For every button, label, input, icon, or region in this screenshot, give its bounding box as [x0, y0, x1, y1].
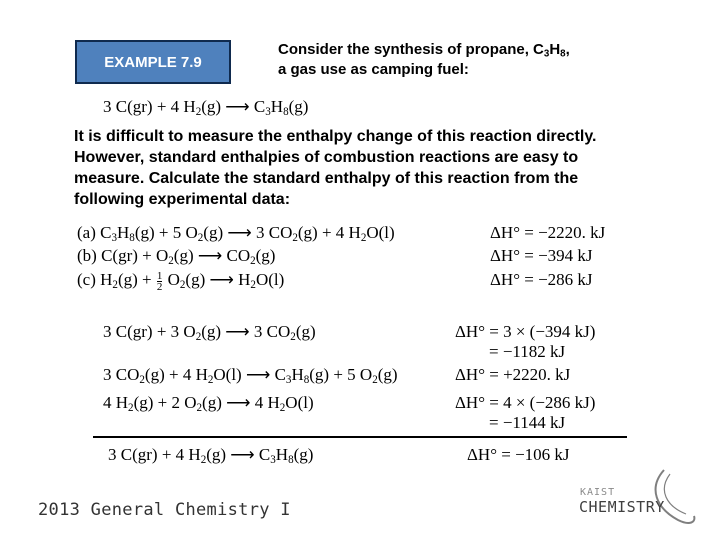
- reaction-c-equation: $H_2(g)$ + $\frac{1}{2}$ $O_2(g)$ ⟶ $H_2O(l)$: [100, 269, 285, 293]
- sum-equation: 3 C(gr) + 4 $H_2(g)$ ⟶ $C_3H_8(g)$: [108, 445, 314, 466]
- logo-kaist-text: KAIST: [580, 487, 616, 498]
- sum-enthalpy: ΔH° = −106 kJ: [467, 445, 570, 464]
- example-label: EXAMPLE 7.9: [104, 53, 202, 71]
- reaction-b-enthalpy: ΔH° = −394 kJ: [490, 246, 593, 265]
- sum-divider: [93, 436, 627, 438]
- body-line-4: following experimental data:: [74, 191, 291, 208]
- reaction-a-label: (a): [77, 223, 96, 242]
- reaction-b-label: (b): [77, 246, 97, 265]
- body-paragraph: [74, 126, 596, 210]
- solution-step-2-enthalpy: ΔH° = +2220. kJ: [455, 365, 571, 384]
- example-label-box: [75, 40, 231, 84]
- body-line-1: It is difficult to measure the enthalpy change of this reaction directly.: [74, 128, 597, 145]
- solution-step-2-equation: 3 $CO_2(g) + 4$ $H_2O(l)$ ⟶ $C_3H_8(g) + 5$ $O_2(g)$: [103, 365, 398, 386]
- reaction-a: [77, 223, 395, 243]
- logo-chemistry-text: CHEMISTRY: [579, 498, 665, 516]
- solution-step-1-equation: 3 C(gr) + 3 $O_2(g)$ ⟶ 3 $CO_2(g)$: [103, 322, 316, 343]
- body-line-3: measure. Calculate the standard enthalpy of this reaction from the: [74, 170, 579, 187]
- footer-course-title: 2013 General Chemistry I: [38, 500, 291, 520]
- reaction-c: [77, 270, 284, 292]
- reaction-a-equation: $C_3H_8(g) + 5$ $O_2(g)$ ⟶ 3 $CO_2(g) + 4$ $H_2O(l)$: [100, 223, 395, 244]
- reaction-c-label: (c): [77, 270, 96, 289]
- solution-step-1-enthalpy: ΔH° = 3 × (−394 kJ): [455, 322, 596, 341]
- reaction-b: [77, 246, 275, 266]
- body-line-2: However, standard enthalpies of combustion reactions are easy to: [74, 149, 579, 166]
- intro-line-2: a gas use as camping fuel:: [278, 61, 469, 78]
- solution-step-1-result: = −1182 kJ: [489, 342, 566, 361]
- intro-line-1: Consider the synthesis of propane, $C_3H_8$,: [278, 41, 570, 60]
- solution-step-3-enthalpy: ΔH° = 4 × (−286 kJ): [455, 393, 596, 412]
- reaction-b-equation: $C(gr) + O_2(g)$ ⟶ $CO_2(g)$: [101, 246, 276, 267]
- reaction-a-enthalpy: ΔH° = −2220. kJ: [490, 223, 606, 242]
- solution-step-3-result: = −1144 kJ: [489, 413, 566, 432]
- intro-text: [278, 40, 570, 80]
- solution-step-3-equation: 4 $H_2(g) + 2$ $O_2(g)$ ⟶ 4 $H_2O(l)$: [103, 393, 314, 414]
- reaction-c-enthalpy: ΔH° = −286 kJ: [490, 270, 593, 289]
- target-reaction: 3 C(gr) + 4 $H_2(g)$ ⟶ $C_3H_8(g)$: [103, 97, 309, 118]
